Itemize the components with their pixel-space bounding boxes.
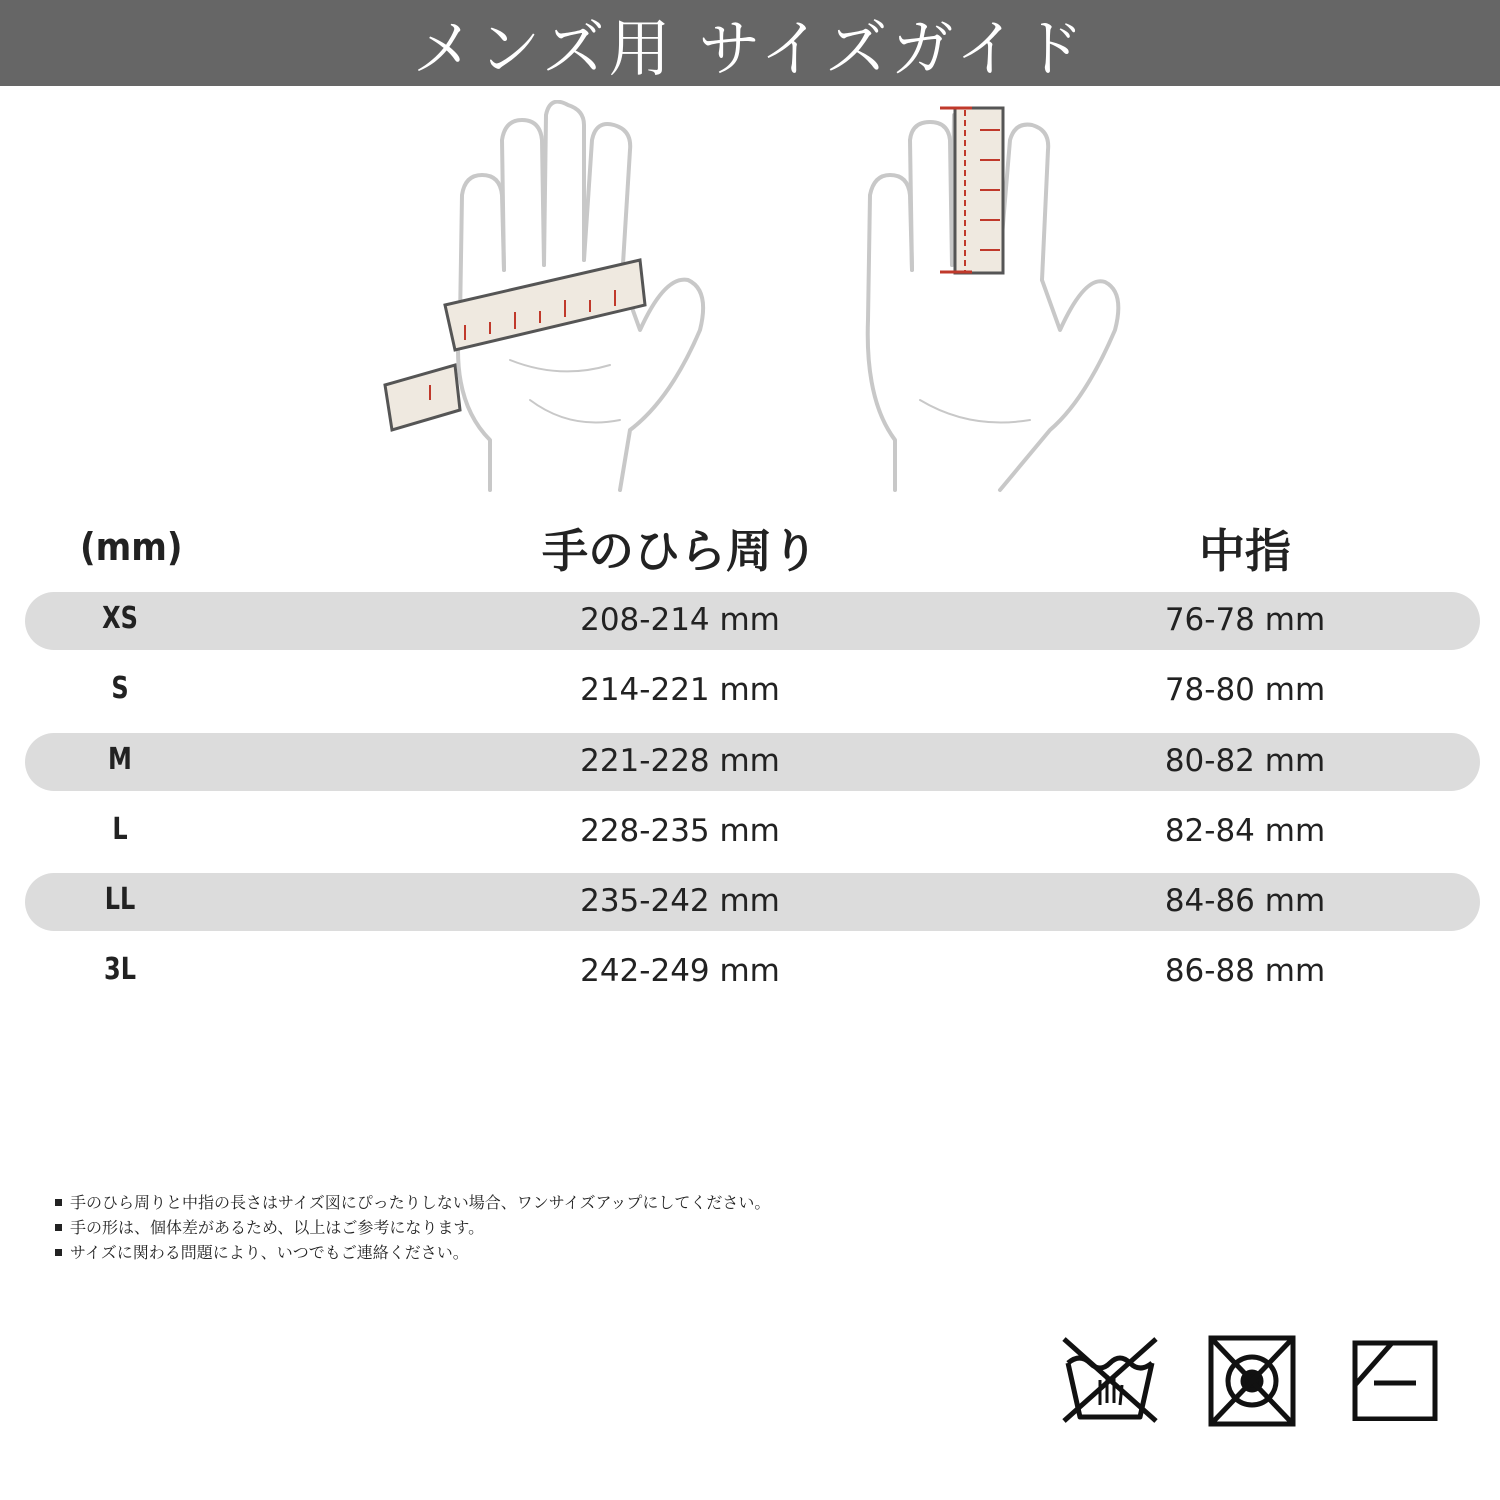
middle-finger-cell: 86-88 mm (1164, 953, 1326, 989)
size-cell: S (111, 671, 129, 706)
header-bar (0, 0, 1500, 86)
tape-measure-icon (385, 260, 645, 430)
palm-cell: 208-214 mm (580, 602, 780, 638)
middle-finger-column-header: 中指 (1199, 524, 1291, 578)
table-row (25, 803, 1480, 861)
list-item (55, 1240, 770, 1265)
unit-label: (mm) (80, 525, 183, 569)
middle-finger-cell: 80-82 mm (1164, 743, 1326, 779)
note-text: 手の形は、個体差があるため、以上はご参考になります。 (70, 1218, 485, 1237)
dry-flat-icon (1352, 1335, 1438, 1421)
palm-cell: 228-235 mm (580, 813, 780, 849)
size-cell: LL (104, 882, 136, 917)
palm-column-header: 手のひら周り (542, 524, 818, 578)
middle-finger-cell: 82-84 mm (1164, 813, 1326, 849)
do-not-hand-wash-icon (1060, 1335, 1160, 1425)
table-row (25, 733, 1480, 791)
do-not-tumble-dry-icon (1208, 1335, 1296, 1427)
bullet-icon (55, 1199, 62, 1206)
middle-finger-cell: 78-80 mm (1164, 672, 1326, 708)
table-row (25, 873, 1480, 931)
list-item (55, 1190, 770, 1215)
palm-cell: 235-242 mm (580, 883, 780, 919)
middle-finger-cell: 76-78 mm (1164, 602, 1326, 638)
list-item (55, 1215, 770, 1240)
size-cell: XS (102, 601, 138, 636)
palm-cell: 242-249 mm (580, 953, 780, 989)
table-row (25, 662, 1480, 720)
middle-finger-illustration (850, 100, 1140, 500)
bullet-icon (55, 1249, 62, 1256)
table-row (25, 592, 1480, 650)
palm-circumference-illustration (370, 100, 720, 500)
size-cell: L (112, 812, 128, 847)
notes-list (55, 1190, 770, 1265)
middle-finger-cell: 84-86 mm (1164, 883, 1326, 919)
page-title: メンズ用 サイズガイド (412, 11, 1088, 85)
bullet-icon (55, 1224, 62, 1231)
note-text: 手のひら周りと中指の長さはサイズ図にぴったりしない場合、ワンサイズアップにしてください。 (70, 1193, 771, 1212)
palm-cell: 221-228 mm (580, 743, 780, 779)
palm-cell: 214-221 mm (580, 672, 780, 708)
table-row (25, 943, 1480, 1001)
size-cell: 3L (104, 952, 136, 987)
note-text: サイズに関わる問題により、いつでもご連絡ください。 (70, 1243, 469, 1262)
size-cell: M (108, 742, 132, 777)
